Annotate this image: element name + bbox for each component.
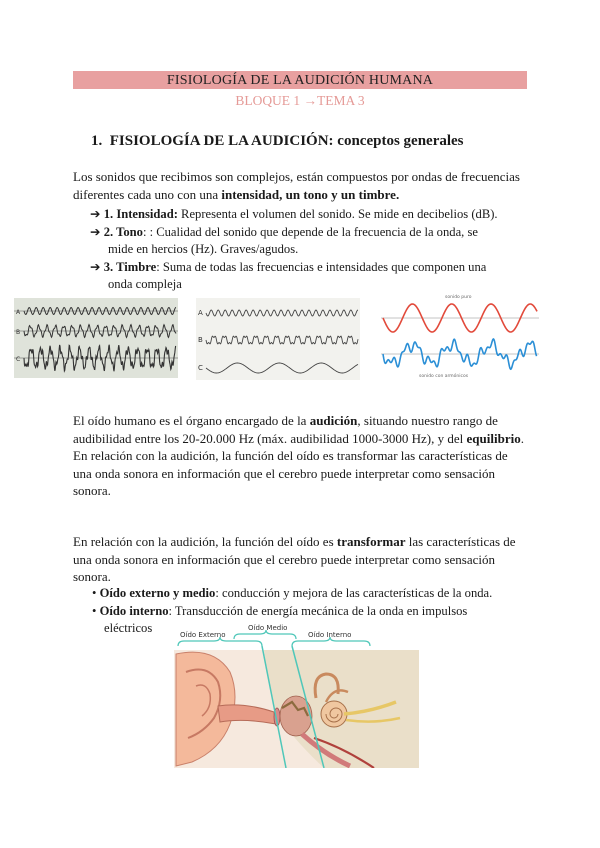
ear-part-label: Oído interno	[99, 603, 169, 618]
p2-line-5: sonora.	[73, 483, 111, 498]
intro-line-2: diferentes cada uno con una intensidad, un tono y un timbre.	[73, 186, 400, 202]
ear-part-text: : Transducción de energía mecánica de la onda en impulsos	[168, 603, 468, 618]
p2-line-2: audibilidad entre los 20-20.000 Hz (máx. audibilidad 1000-3000 Hz), y del equilibrio.	[73, 430, 524, 446]
intro-emphasis: intensidad, un tono y un timbre.	[221, 186, 400, 202]
section-heading	[91, 133, 464, 150]
bullet-icon: •	[92, 603, 97, 618]
p3-line-3: sonora.	[73, 569, 111, 584]
properties-list	[90, 206, 540, 294]
paragraph-hearing	[73, 412, 543, 500]
p3-line-2: una onda sonora en información que el cerebro puede interpretar como sensación	[73, 551, 495, 567]
property-text: Representa el volumen del sonido. Se mide en decibelios (dB).	[177, 207, 498, 221]
ear-part-outer-middle	[92, 585, 542, 603]
property-tono	[90, 224, 540, 242]
ear-part-label: Oído externo y medio	[99, 586, 216, 600]
section-title: FISIOLOGÍA DE LA AUDICIÓN: conceptos generales	[109, 133, 464, 149]
waveform-figure-2	[196, 298, 360, 380]
ear-part-inner	[92, 603, 542, 621]
p2-line-3: En relación con la audición, la función del oído es transformar las características de	[73, 448, 508, 463]
fig2-label-a: A	[198, 309, 203, 317]
intro-line-1: Los sonidos que recibimos son complejos, están compuestos por ondas de frecuencias	[73, 169, 520, 184]
waveform-figure-1	[14, 298, 178, 378]
property-label: 3. Timbre	[103, 259, 157, 274]
p2-line-1: El oído humano es el órgano encargado de la audición, situando nuestro rango de	[73, 413, 498, 428]
property-tono-cont: mide en hercios (Hz). Graves/agudos.	[108, 242, 299, 256]
property-intensidad	[90, 206, 540, 224]
outer-ear-label: Oído Externo	[180, 631, 226, 639]
arrow-icon: ➔	[90, 224, 101, 239]
fig2-label-c: C	[198, 364, 203, 372]
property-timbre	[90, 259, 540, 277]
ear-anatomy-diagram	[174, 620, 419, 768]
fig1-label-c: C	[16, 356, 21, 363]
fig1-label-b: B	[16, 329, 21, 336]
ear-part-text: : conducción y mejora de las características de la onda.	[215, 586, 493, 600]
middle-ear-label: Oído Medio	[248, 624, 288, 632]
pure-sound-label: sonido puro	[445, 295, 472, 300]
waveform-figure-3	[381, 292, 539, 380]
property-label: 2. Tono	[103, 224, 143, 239]
document-subtitle: BLOQUE 1 →TEMA 3	[235, 93, 365, 108]
p3-line-1: En relación con la audición, la función del oído es transformar las características de	[73, 534, 516, 549]
fig1-label-a: A	[16, 309, 21, 316]
ear-part-inner-cont: eléctricos	[104, 621, 153, 635]
inner-ear-label: Oído Interno	[308, 631, 352, 639]
arrow-icon: ➔	[90, 207, 101, 221]
p2-line-4: una onda sonora en información que el cerebro puede interpretar como sensación	[73, 465, 495, 481]
property-text: : Suma de todas las frecuencias e intensidades que componen una	[156, 259, 487, 274]
property-text: : : Cualidad del sonido que depende de la frecuencia de la onda, se	[142, 224, 478, 239]
arrow-icon: ➔	[90, 259, 101, 274]
intro-paragraph	[73, 168, 533, 203]
harmonic-sound-label: sonido con armónicos	[419, 374, 469, 379]
section-number: 1.	[91, 133, 103, 149]
fig2-label-b: B	[198, 336, 203, 344]
bullet-icon: •	[92, 586, 97, 600]
property-label: 1. Intensidad:	[103, 207, 178, 221]
document-title: FISIOLOGÍA DE LA AUDICIÓN HUMANA	[73, 71, 527, 89]
property-timbre-cont: onda compleja	[108, 277, 182, 291]
paragraph-function	[73, 533, 543, 586]
